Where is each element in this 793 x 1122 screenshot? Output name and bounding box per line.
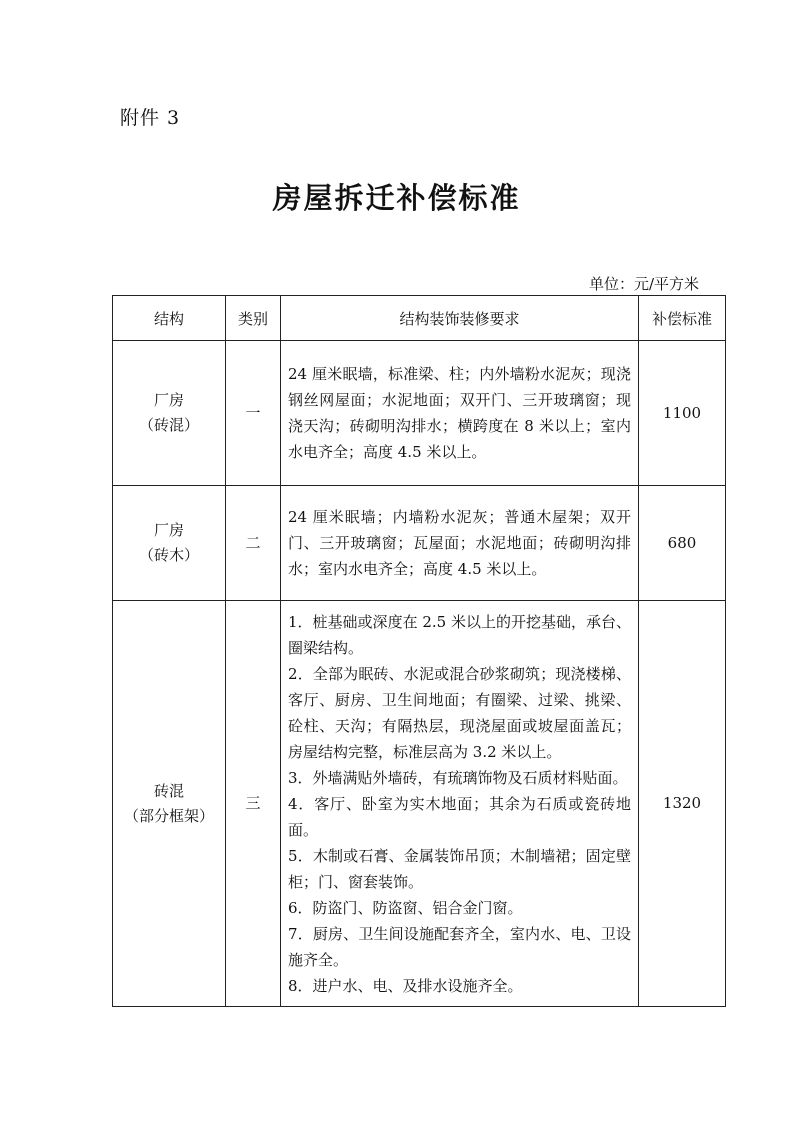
header-standard: 补偿标准 [639, 296, 726, 341]
requirements-cell [281, 341, 639, 486]
category-cell: 一 [226, 341, 281, 486]
requirement-item: 1．桩基础或深度在 2.5 米以上的开挖基础，承台、圈梁结构。 [288, 612, 631, 657]
table-row [113, 341, 726, 486]
table-row [113, 601, 726, 1007]
category-cell: 三 [226, 601, 281, 1007]
requirement-item: 3．外墙满贴外墙砖，有琉璃饰物及石质材料贴面。 [288, 768, 628, 787]
structure-name: 砖混 [153, 781, 184, 800]
standard-cell: 680 [639, 486, 726, 601]
requirements-text: 24 厘米眠墙；内墙粉水泥灰；普通木屋架；双开门、三开玻璃窗；瓦屋面；水泥地面；砖砌明沟排水；室内水电齐全；高度 4.5 米以上。 [288, 508, 631, 578]
structure-type: （砖混） [138, 416, 199, 434]
header-category: 类别 [226, 296, 281, 341]
structure-type: （部分框架） [123, 806, 214, 825]
structure-cell [113, 486, 226, 601]
table-row [113, 486, 726, 601]
compensation-table [112, 295, 726, 1007]
header-structure: 结构 [113, 296, 226, 341]
structure-name: 厂房 [153, 521, 184, 539]
attachment-label: 附件 3 [120, 107, 181, 129]
unit-label: 单位：元/平方米 [588, 275, 699, 293]
requirements-cell [281, 486, 639, 601]
requirement-item: 2．全部为眠砖、水泥或混合砂浆砌筑；现浇楼梯、客厅、厨房、卫生间地面；有圈梁、过梁、挑梁、砼柱、天沟；有隔热层，现浇屋面或坡屋面盖瓦；房屋结构完整，标准层高为 3.2 米以上。 [288, 664, 631, 761]
header-requirements: 结构装饰装修要求 [281, 296, 639, 341]
requirement-item: 7．厨房、卫生间设施配套齐全，室内水、电、卫设施齐全。 [288, 924, 631, 969]
requirement-item: 6．防盗门、防盗窗、铝合金门窗。 [288, 898, 523, 917]
structure-name: 厂房 [153, 391, 184, 409]
requirement-item: 8．进户水、电、及排水设施齐全。 [288, 976, 523, 995]
table-header-row [113, 296, 726, 341]
requirements-text: 24 厘米眠墙，标准梁、柱；内外墙粉水泥灰；现浇钢丝网屋面；水泥地面；双开门、三开玻璃窗；现浇天沟；砖砌明沟排水；横跨度在 8 米以上；室内水电齐全；高度 4.5 米以上。 [288, 365, 631, 461]
requirements-cell [281, 601, 639, 1007]
structure-cell [113, 601, 226, 1007]
structure-type: （砖木） [138, 546, 199, 564]
category-cell: 二 [226, 486, 281, 601]
requirement-item: 5．木制或石膏、金属装饰吊顶；木制墙裙；固定壁柜；门、窗套装饰。 [288, 846, 631, 891]
requirement-item: 4．客厅、卧室为实木地面；其余为石质或瓷砖地面。 [288, 794, 631, 839]
standard-cell: 1100 [639, 341, 726, 486]
structure-cell [113, 341, 226, 486]
page-title: 房屋拆迁补偿标准 [272, 181, 521, 215]
standard-cell: 1320 [639, 601, 726, 1007]
